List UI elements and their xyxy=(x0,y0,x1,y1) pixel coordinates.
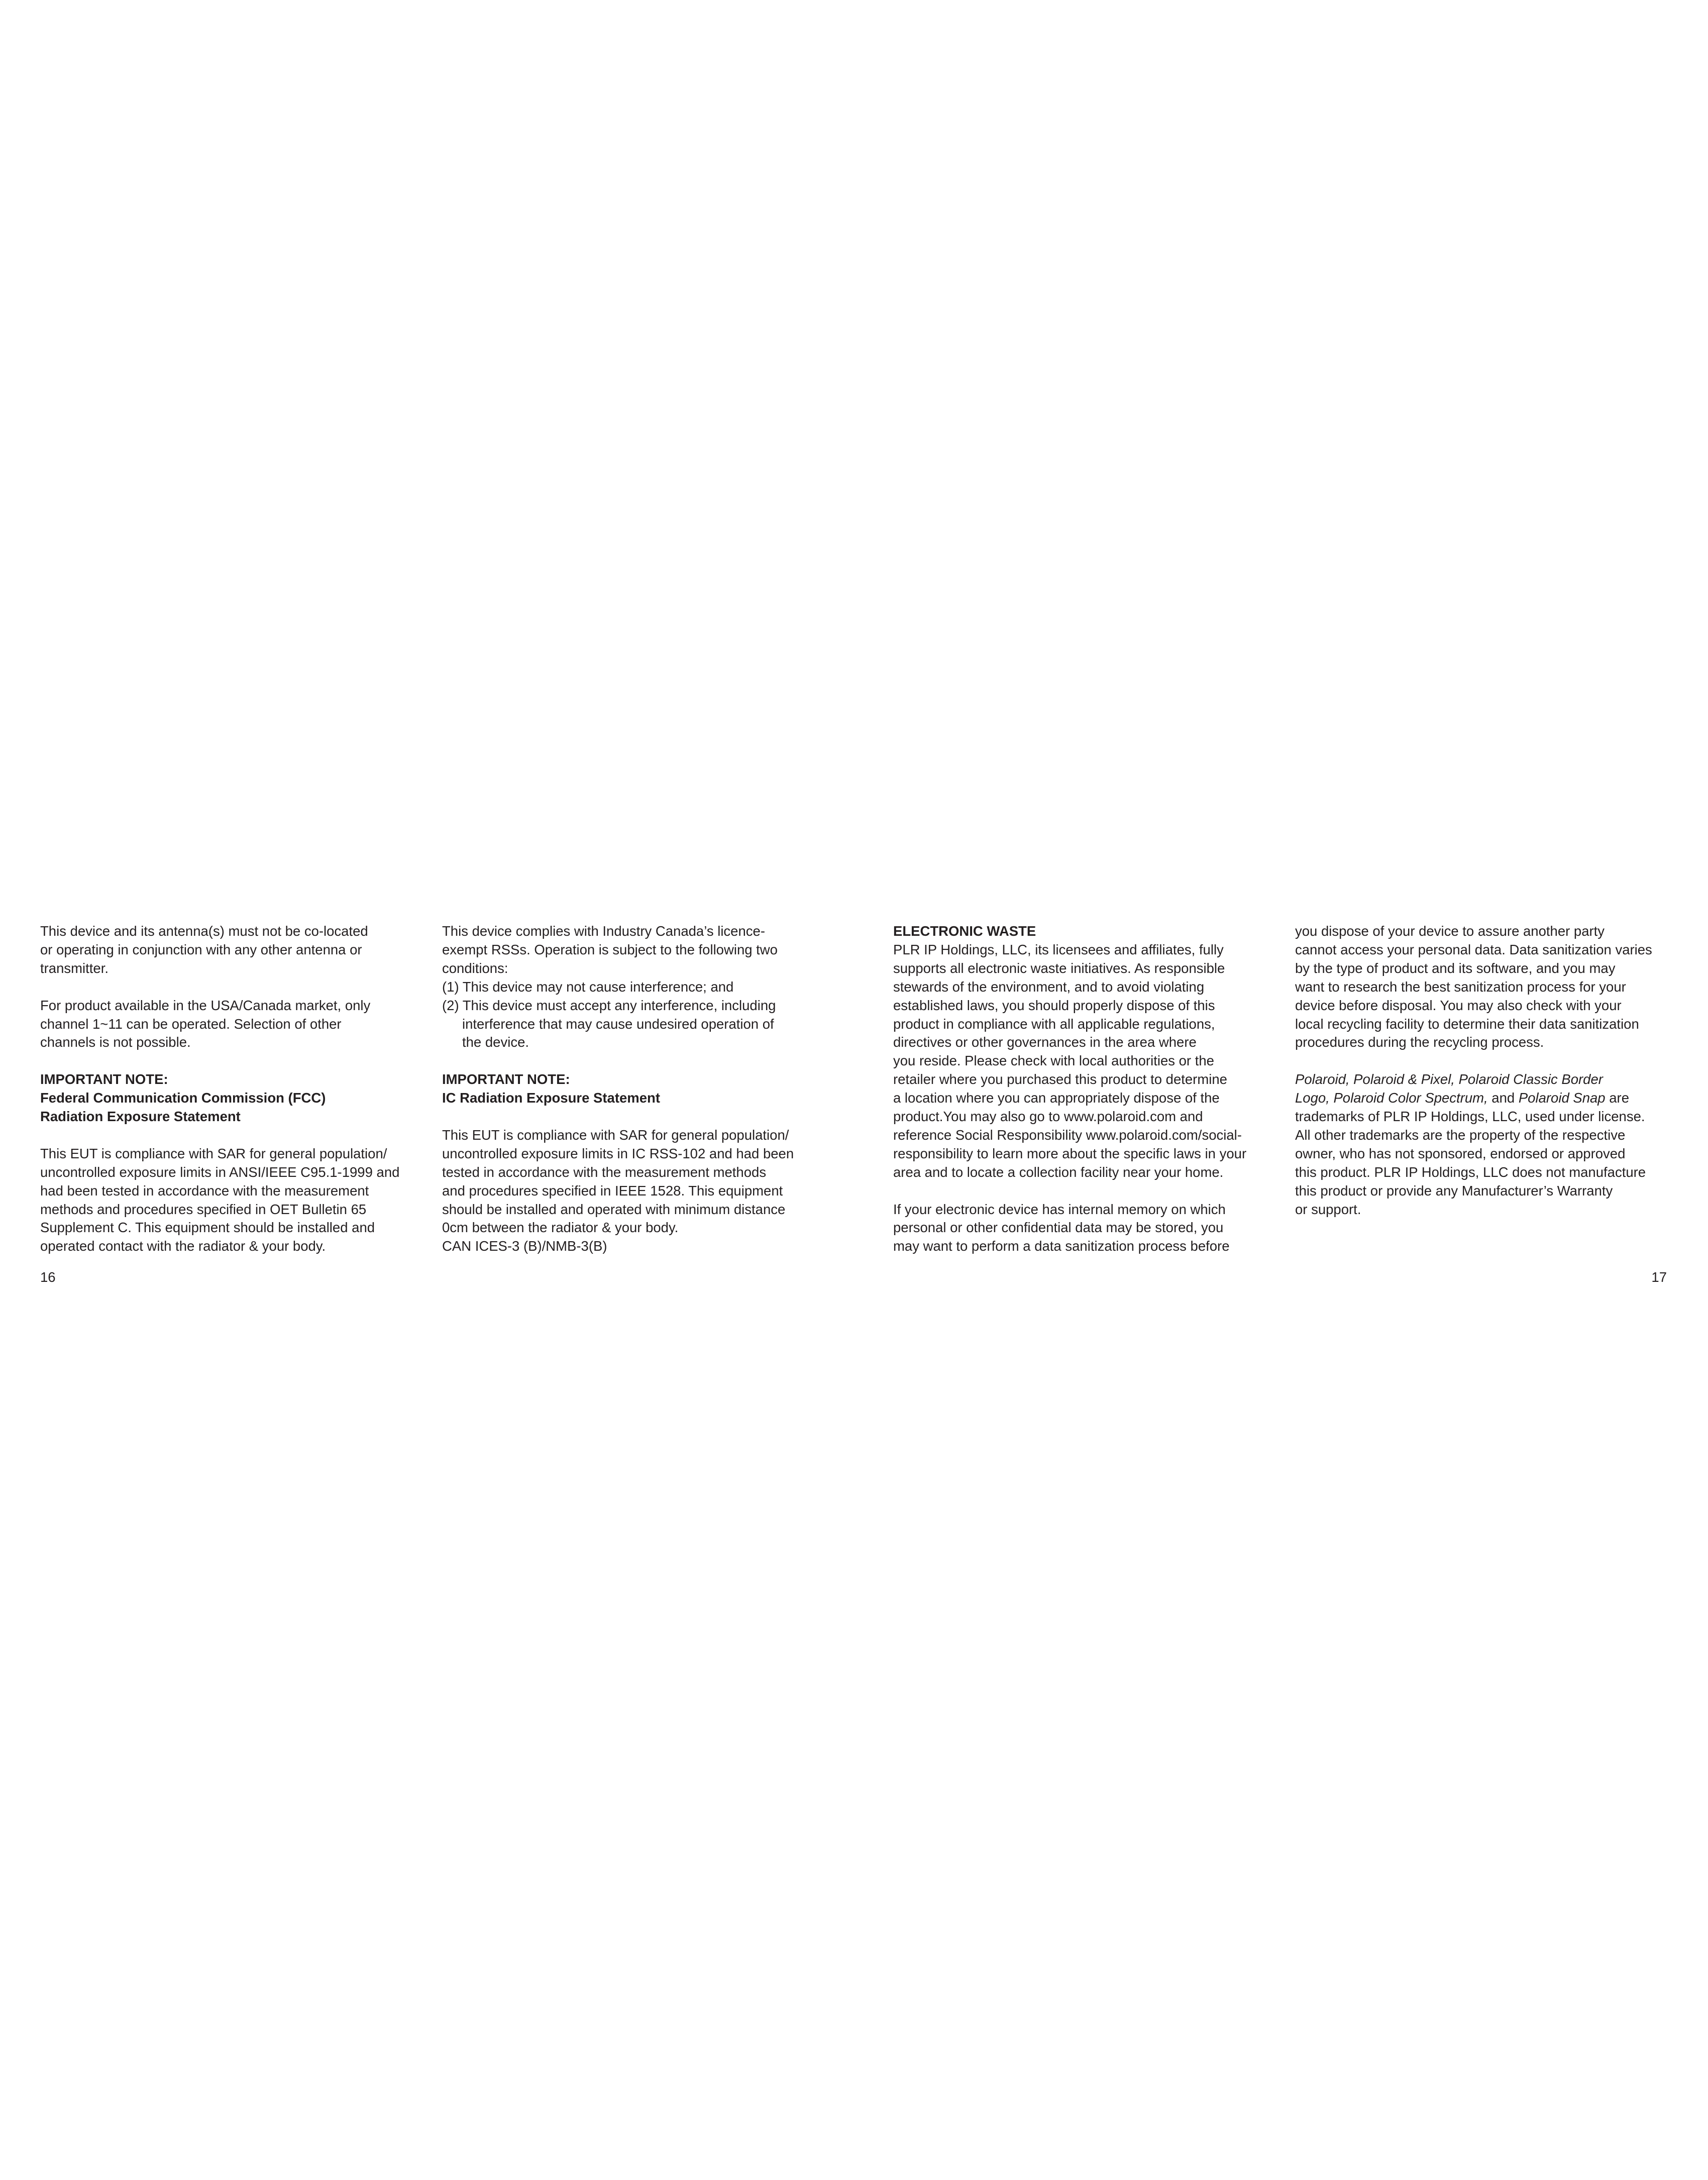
right-page-column-2 xyxy=(1295,922,1677,1219)
electronic-waste-text: PLR IP Holdings, LLC, its licensees and affiliates, fully supports all electronic waste initiatives. As responsible stewards of the environment, and to avoid violating established laws, you should properly dispose of this product in compliance with all applicable regulations, directives or other governances in the area where you reside. Please check with local authorities or the retailer where you purchased this product to determine a location where you can appropriately dispose of the product.You may also go to www.polaroid.com and reference Social Responsibility www.polaroid.com/social- responsibility to learn more about the specific laws in your area and to locate a collection facility near your home. xyxy=(893,941,1247,1180)
ic-statement-heading: IC Radiation Exposure Statement xyxy=(442,1090,660,1106)
trademark-and: and xyxy=(1487,1090,1519,1106)
left-page-column-2 xyxy=(442,922,824,1256)
condition-2-text: (2) This device must accept any interference, including interference that may cause undesired operation of the device. xyxy=(442,997,776,1050)
trademark-names-2: Polaroid Snap xyxy=(1518,1090,1606,1106)
fcc-sar-text: This EUT is compliance with SAR for general population/ uncontrolled exposure limits in ANSI/IEEE C95.1-1999 and had been tested in accordance with the measurement methods and procedures specified in OET Bulletin 65 Supplement C. This equipment should be installed and operated contact with the radiator & your body. xyxy=(40,1145,400,1254)
ic-sar-text: This EUT is compliance with SAR for general population/ uncontrolled exposure limits in IC RSS-102 and had been tested in accordance with the measurement methods and procedures specified in IEEE 1528. This equipment should be installed and operated with minimum distance 0cm between the radiator & your body. xyxy=(442,1127,794,1236)
fcc-statement-heading: Federal Communication Commission (FCC) Radiation Exposure Statement xyxy=(40,1090,326,1125)
page-number-right: 17 xyxy=(1651,1269,1667,1285)
data-sanitization-text: If your electronic device has internal memory on which personal or other confidential data may be stored, you may want to perform a data sanitization process before xyxy=(893,1201,1230,1254)
channel-restriction-text: For product available in the USA/Canada market, only channel 1~11 can be operated. Selection of other channels is not possible. xyxy=(40,997,371,1050)
trademark-rest: are trademarks of PLR IP Holdings, LLC, used under license. All other trademarks are the property of the respective owner, who has not sponsored, endorsed or approved this product. PLR IP Holdings, LLC does not manufacture this product or provide any Manufacturer’s Warranty or support. xyxy=(1295,1090,1646,1217)
trademark-names-1: Polaroid, Polaroid & Pixel, Polaroid Classic Border Logo, Polaroid Color Spectrum, xyxy=(1295,1071,1603,1106)
page-number-left: 16 xyxy=(40,1269,56,1285)
condition-1-text: (1) This device may not cause interference; and xyxy=(442,978,734,995)
right-page-column-1 xyxy=(893,922,1275,1256)
industry-canada-text: This device complies with Industry Canada’s licence- exempt RSSs. Operation is subject to the following two conditions: xyxy=(442,923,778,976)
left-page-column-1 xyxy=(40,922,422,1256)
electronic-waste-heading: ELECTRONIC WASTE xyxy=(893,923,1036,939)
antenna-colocation-text: This device and its antenna(s) must not be co-located or operating in conjunction with any other antenna or transmitter. xyxy=(40,923,368,976)
trademark-text xyxy=(1295,1070,1677,1219)
important-note-heading-ic: IMPORTANT NOTE: xyxy=(442,1071,570,1087)
data-sanitization-continued-text: you dispose of your device to assure another party cannot access your personal data. Data sanitization varies by the type of product and its software, and you may want to research the best sanitization process for your device before disposal. You may also check with your local recycling facility to determine their data sanitization procedures during the recycling process. xyxy=(1295,923,1652,1050)
important-note-heading-fcc: IMPORTANT NOTE: xyxy=(40,1071,168,1087)
ices-code-text: CAN ICES-3 (B)/NMB-3(B) xyxy=(442,1238,607,1254)
